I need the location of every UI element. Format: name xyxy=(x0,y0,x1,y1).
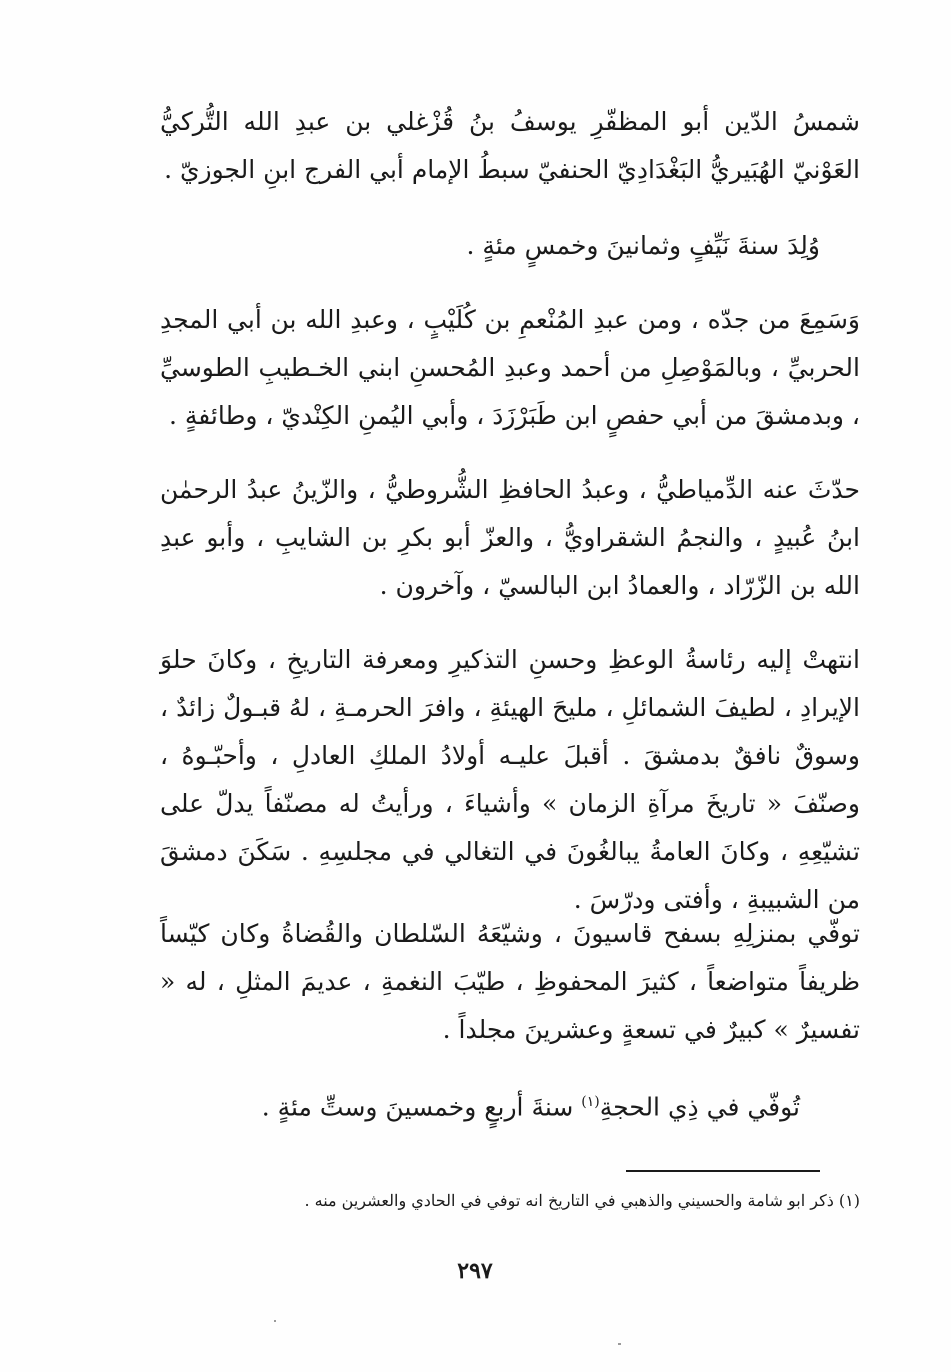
death-date-start: تُوفّي في ذِي الحجةِ xyxy=(599,1092,800,1122)
paragraph-students: حدّثَ عنه الدِّمياطيُّ ، وعبدُ الحافظِ الشُّروطيُّ ، والزّينُ عبدُ الرحمٰن ابنُ عُبيدٍ ، والنجمُ الشقراويُّ ، والعزّ أبو بكرِ بن الشايبِ ، وأبو عبدِ الله بن الزّرّاد ، والعمادُ ابن البالسيّ ، وآخرون . xyxy=(160,475,860,600)
paragraph-death-residence: توفّي بمنزلِهِ بسفح قاسيونَ ، وشيّعَهُ السّلطان والقُضاةُ وكان كيّساً ظريفاً متواضعاً ، كثيرَ المحفوظِ ، طيّبَ النغمةِ ، عديمَ المثلِ ، له « تفسيرٌ » كبيرٌ في تسعةٍ وعشرينَ مجلداً . xyxy=(160,919,860,1044)
paragraph-death-date xyxy=(160,1078,860,1131)
paragraph-name-lineage: شمسُ الدّين أبو المظفّرِ يوسفُ بنُ قُزْغلي بن عبدِ الله التُّركيُّ العَوْنيّ الهُبَيريُّ البَغْدَادِيّ الحنفيّ سبطُ الإمام أبي الفرج ابنِ الجوزيّ . xyxy=(160,107,860,184)
paragraph-career: انتهتْ إليه رئاسةُ الوعظِ وحسنِ التذكيرِ ومعرفة التاريخِ ، وكانَ حلوَ الإيرادِ ، لطيفَ الشمائلِ ، مليحَ الهيئةِ ، وافرَ الحرمـةِ ، لهُ قبـولٌ زائدٌ ، وسوقٌ نافقٌ بدمشقَ . أقبلَ عليـه أولادُ الملكِ العادلِ ، وأحبّـوهُ ، وصنّفَ « تاريخَ مرآةِ الزمان » وأشياءَ ، ورأيتُ له مصنّفاً يدلّ على تشيّعِهِ ، وكانَ العامةُ يبالغُونَ في التغالي في مجلسِهِ . سَكَنَ دمشقَ من الشبيبةِ ، وأفتى ودرّسَ . xyxy=(160,645,860,914)
footnote-marker: (١) xyxy=(581,1094,600,1110)
scan-speck xyxy=(618,1343,621,1345)
paragraph-teachers: وَسَمِعَ من جدّه ، ومن عبدِ المُنْعمِ بن كُلَيْبٍ ، وعبدِ الله بن أبي المجدِ الحربيِّ ، وبالمَوْصِلِ من أحمد وعبدِ المُحسنِ ابني الخـطيبِ الطوسيِّ ، وبدمشقَ من أبي حفصٍ ابن طَبَرْزَدَ ، وأبي اليُمنِ الكِنْديّ ، وطائفةٍ . xyxy=(160,305,860,430)
footnote-text: (١) ذكر ابو شامة والحسيني والذهبي في التاريخ انه توفي في الحادي والعشرين منه . xyxy=(304,1191,860,1210)
scan-speck xyxy=(274,1320,276,1322)
page-number: ٢٩٧ xyxy=(457,1258,493,1284)
paragraph-birth: وُلِدَ سنةَ نَيِّفٍ وثمانينَ وخمسٍ مئةٍ . xyxy=(466,231,820,260)
death-date-end: سنةَ أربعٍ وخمسينَ وستِّ مئةٍ . xyxy=(261,1092,582,1122)
footnote-separator xyxy=(626,1170,820,1172)
